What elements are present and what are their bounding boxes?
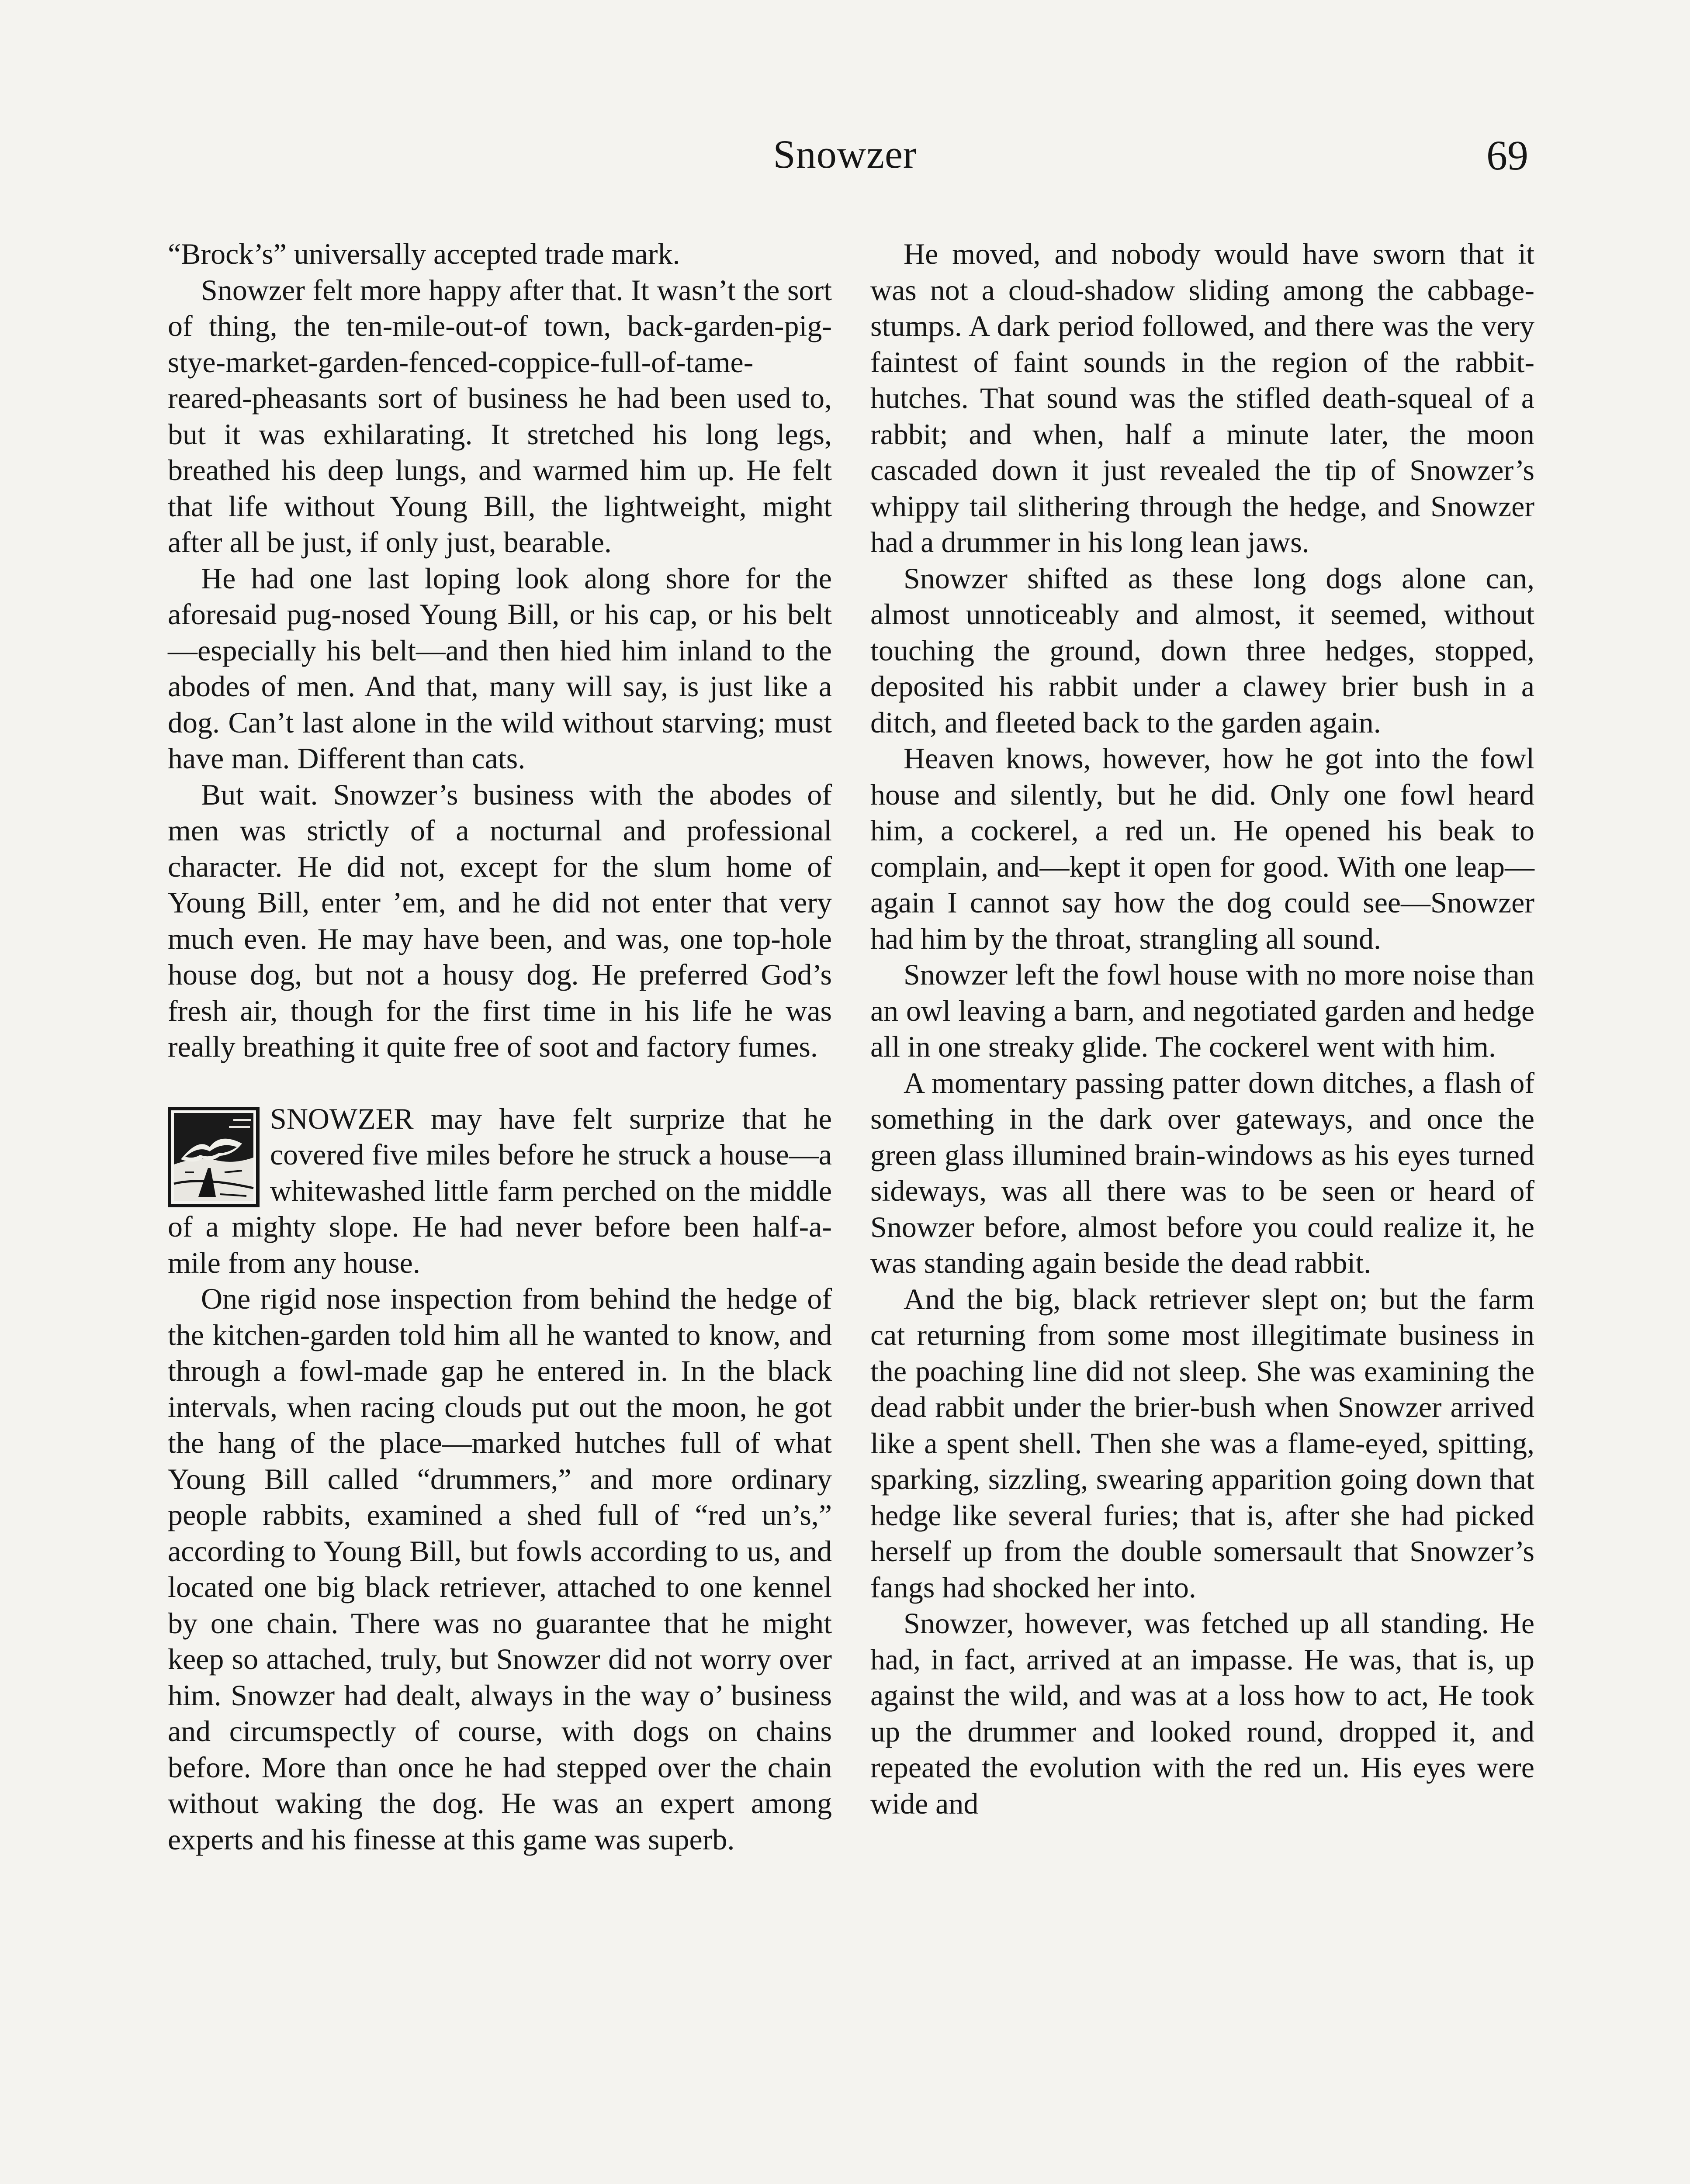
left-column	[168, 236, 832, 1857]
paragraph: And the big, black retriever slept on; but the farm cat returning from some most illegitimate business in the poaching line did not sleep. She was examining the dead rabbit under the brier-bush when Snowzer arrived like a spent shell. Then she was a flame-eyed, spitting, sparking, sizzling, swearing apparition going down that hedge like several furies; that is, after she had picked herself up from the double somersault that Snowzer’s fangs had shocked her into.	[870, 1282, 1534, 1604]
paragraph: Snowzer felt more happy after that. It wasn’t the sort of thing, the ten-mile-out-of town, back-garden-pig-stye-market-garden-fenced-coppice-full-of-tame-reared-pheasants sort of business he had been used to, but it was exhilarating. It stretched his long legs, breathed his deep lungs, and warmed him up. He felt that life without Young Bill, the lightweight, might after all be just, if only just, bearable.	[168, 273, 832, 559]
paragraph: Snowzer shifted as these long dogs alone can, almost unnoticeably and almost, it seemed, without touching the ground, down three hedges, stopped, deposited his rabbit under a clawey brier bush in a ditch, and fleeted back to the garden again.	[870, 561, 1534, 739]
paragraph: Snowzer, however, was fetched up all standing. He had, in fact, arrived at an impasse. He was, that is, up against the wild, and was at a loss how to act, He took up the drummer and looked round, dropped it, and repeated the evolution with the red un. His eyes were wide and	[870, 1607, 1534, 1820]
paragraph: Snowzer left the fowl house with no more noise than an owl leaving a barn, and negotiated garden and hedge all in one streaky glide. The cockerel went with him.	[870, 958, 1534, 1063]
right-column	[870, 236, 1534, 1821]
paragraph: He moved, and nobody would have sworn that it was not a cloud-shadow sliding among the cabbage-stumps. A dark period followed, and there was the very faintest of faint sounds in the region of the rabbit-hutches. That sound was the stifled death-squeal of a rabbit; and when, half a minute later, the moon cascaded down it just revealed the tip of Snowzer’s whippy tail slithering through the hedge, and Snowzer had a drummer in his long lean jaws.	[870, 237, 1534, 559]
paragraph: He had one last loping look along shore for the aforesaid pug-nosed Young Bill, or his cap, or his belt—especially his belt—and then hied him inland to the abodes of men. And that, many will say, is just like a dog. Can’t last alone in the wild without starving; must have man. Different than cats.	[168, 561, 832, 775]
paragraph: “Brock’s” universally accepted trade mark.	[168, 237, 680, 270]
paragraph: But wait. Snowzer’s business with the abodes of men was strictly of a nocturnal and professional character. He did not, except for the slum home of Young Bill, enter ’em, and he did not enter that very much even. He may have been, and was, one top-hole house dog, but not a housy dog. He preferred God’s fresh air, though for the first time in his life he was really breathing it quite free of soot and factory fumes.	[168, 778, 832, 1063]
paragraph: One rigid nose inspection from behind the hedge of the kitchen-garden told him all he wanted to know, and through a fowl-made gap he entered in. In the black intervals, when racing clouds put out the moon, he got the hang of the place—marked hutches full of what Young Bill called “drummers,” and more ordinary people rabbits, examined a shed full of “red un’s,” according to Young Bill, but fowls according to us, and located one big black retriever, attached to one kennel by one chain. There was no guarantee that he might keep so attached, truly, but Snowzer did not worry over him. Snowzer had dealt, always in the way o’ business and circumspectly of course, with dogs on chains before. More than once he had stepped over the chain without waking the dog. He was an expert among experts and his finesse at this game was superb.	[168, 1282, 832, 1856]
section-break	[168, 1065, 832, 1101]
running-title: Snowzer	[773, 132, 917, 176]
page-number: 69	[1486, 132, 1528, 179]
running-head	[0, 131, 1690, 192]
landscape-tree-icon	[168, 1107, 260, 1207]
paragraph: SNOWZER may have felt surprize that he covered five miles before he struck a house—a whitewashed little farm perched on the middle of a mighty slope. He had never before been half-a-mile from any house.	[168, 1102, 832, 1279]
paragraph: Heaven knows, however, how he got into the fowl house and silently, but he did. Only one fowl heard him, a cockerel, a red un. He opened his beak to complain, and—kept it open for good. With one leap—again I cannot say how the dog could see—Snowzer had him by the throat, strangling all sound.	[870, 742, 1534, 955]
paragraph: A momentary passing patter down ditches, a flash of something in the dark over gateways, and once the green glass illumined brain-windows as his eyes turned sideways, was all there was to be seen or heard of Snowzer before, almost before you could realize it, he was standing again beside the dead rabbit.	[870, 1066, 1534, 1279]
